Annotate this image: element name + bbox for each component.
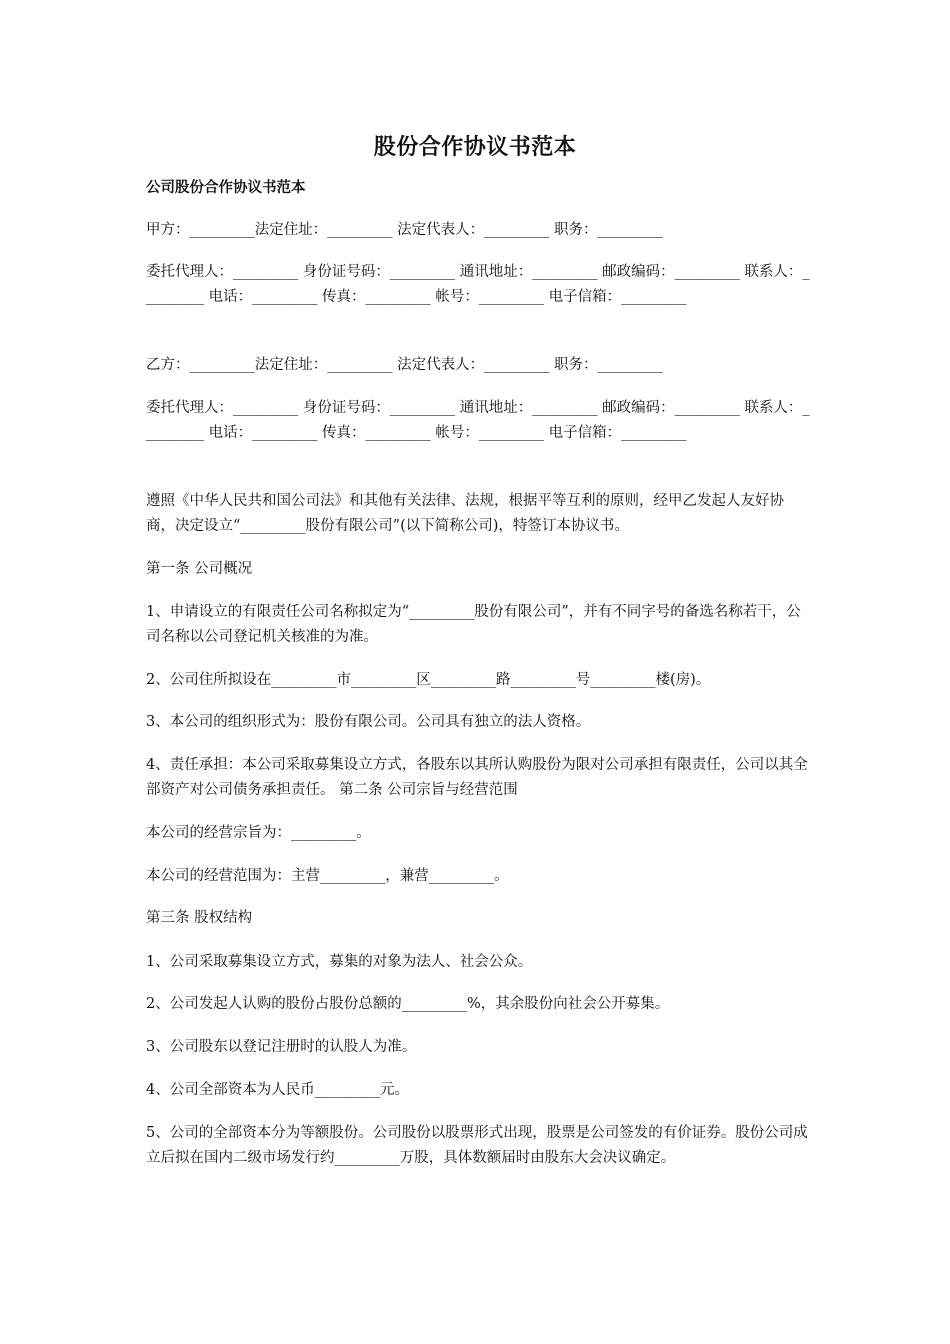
document-subtitle: 公司股份合作协议书范本 [146,180,306,196]
party-a-agent-info: 委托代理人：_________ 身份证号码：_________ 通讯地址：_________ 邮政编码：_________ 联系人：_________ 电话：_________ 传真：_________ 帐号：_________ 电子信箱：_________ [146,264,810,305]
article-1-clause-1: 1、申请设立的有限责任公司名称拟定为“_________股份有限公司”，并有不同字号的备选名称若干，公司名称以公司登记机关核准的为准。 [146,604,801,645]
article-1-clause-3: 3、本公司的组织形式为：股份有限公司。公司具有独立的法人资格。 [146,714,591,730]
article-3-heading: 第三条 股权结构 [146,910,253,926]
article-3-clause-3: 3、公司股东以登记注册时的认股人为准。 [146,1039,417,1055]
article-3-clause-2: 2、公司发起人认购的股份占股份总额的_________%，其余股份向社会公开募集。 [146,996,670,1012]
article-3-clause-5: 5、公司的全部资本分为等额股份。公司股份以股票形式出现，股票是公司签发的有价证券。股份公司成立后拟在国内二级市场发行约_________万股，具体数额届时由股东大会决议确定。 [146,1125,808,1166]
party-b-agent-info: 委托代理人：_________ 身份证号码：_________ 通讯地址：_________ 邮政编码：_________ 联系人：_________ 电话：_________ 传真：_________ 帐号：_________ 电子信箱：_________ [146,400,810,441]
business-scope: 本公司的经营范围为：主营_________，兼营_________。 [146,868,509,884]
preamble-paragraph: 遵照《中华人民共和国公司法》和其他有关法律、法规，根据平等互利的原则，经甲乙发起人友好协商，决定设立“_________股份有限公司”(以下简称公司)，特签订本协议书。 [146,493,784,534]
article-1-heading: 第一条 公司概况 [146,561,253,577]
party-b-info: 乙方：_________法定住址：_________ 法定代表人：_________ 职务：_________ [146,357,663,373]
page-title: 股份合作协议书范本 [373,135,577,160]
article-3-clause-1: 1、公司采取募集设立方式，募集的对象为法人、社会公众。 [146,954,533,970]
party-a-info: 甲方：_________法定住址：_________ 法定代表人：_________ 职务：_________ [146,222,663,238]
article-3-clause-4: 4、公司全部资本为人民币_________元。 [146,1082,409,1098]
article-1-clause-4: 4、责任承担：本公司采取募集设立方式，各股东以其所认购股份为限对公司承担有限责任，公司以其全部资产对公司债务承担责任。 第二条 公司宗旨与经营范围 [146,757,808,798]
business-purpose: 本公司的经营宗旨为：_________。 [146,825,371,841]
article-1-clause-2: 2、公司住所拟设在_________市_________区_________路_________号_________楼(房)。 [146,672,711,688]
